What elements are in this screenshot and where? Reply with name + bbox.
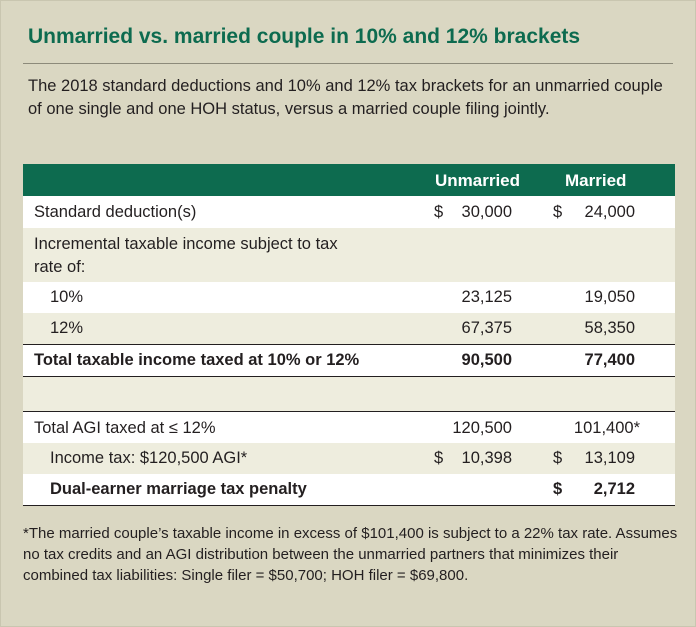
table-header xyxy=(23,164,675,196)
table-row-12-percent xyxy=(23,313,675,344)
panel-title: Unmarried vs. married couple in 10% and 12% brackets xyxy=(28,25,581,48)
currency-symbol: $ xyxy=(553,480,563,498)
cell-unmarried: 23,125 xyxy=(461,288,512,306)
row-label: Total AGI taxed at ≤ 12% xyxy=(34,419,216,437)
footnote: *The married couple’s taxable income in excess of $101,400 is subject to a 22% tax rate. Assumes no tax credits and an AGI distribution between the unmarried partners that minimizes their combined tax liabilities: Single filer = $50,700; HOH filer = $69,800. xyxy=(23,525,678,584)
cell-unmarried: 10,398 xyxy=(461,449,512,467)
currency-symbol: $ xyxy=(553,203,563,221)
cell-married: 77,400 xyxy=(584,351,635,369)
cell-unmarried: 90,500 xyxy=(461,351,512,369)
row-label: 12% xyxy=(50,319,84,337)
cell-married: 13,109 xyxy=(584,449,635,467)
intro-text: The 2018 standard deductions and 10% and 12% tax brackets for an unmarried couple of one single and one HOH status, versus a married couple filing jointly. xyxy=(28,77,663,118)
row-label: Income tax: $120,500 AGI* xyxy=(50,449,248,467)
cell-unmarried: 67,375 xyxy=(461,319,512,337)
table-row-standard-deduction xyxy=(23,196,675,228)
currency-symbol: $ xyxy=(553,449,563,467)
table-row-income-tax xyxy=(23,443,675,474)
cell-married: 58,350 xyxy=(584,319,635,337)
row-label: 10% xyxy=(50,288,84,306)
comparison-table xyxy=(23,164,675,506)
table-row-spacer xyxy=(23,376,675,411)
header-unmarried: Unmarried xyxy=(435,171,521,190)
cell-unmarried: 120,500 xyxy=(452,419,512,437)
header-married: Married xyxy=(565,171,627,190)
table-row-marriage-penalty xyxy=(23,474,675,506)
row-label: Standard deduction(s) xyxy=(34,203,197,221)
row-label: Total taxable income taxed at 10% or 12% xyxy=(34,351,360,369)
row-label-continued: rate of: xyxy=(34,258,86,276)
cell-married: 101,400* xyxy=(573,419,640,437)
cell-married: 24,000 xyxy=(584,203,635,221)
title-divider xyxy=(23,63,673,64)
table-row-total-agi xyxy=(23,411,675,443)
cell-married: 19,050 xyxy=(584,288,635,306)
row-label: Incremental taxable income subject to tax xyxy=(34,235,338,253)
row-label: Dual-earner marriage tax penalty xyxy=(50,480,307,498)
currency-symbol: $ xyxy=(434,203,444,221)
cell-married: 2,712 xyxy=(593,480,635,498)
table-row-incremental-heading xyxy=(23,228,675,282)
currency-symbol: $ xyxy=(434,449,444,467)
table-row-10-percent xyxy=(23,282,675,313)
cell-unmarried: 30,000 xyxy=(461,203,512,221)
table-row-total-taxable xyxy=(23,344,675,376)
